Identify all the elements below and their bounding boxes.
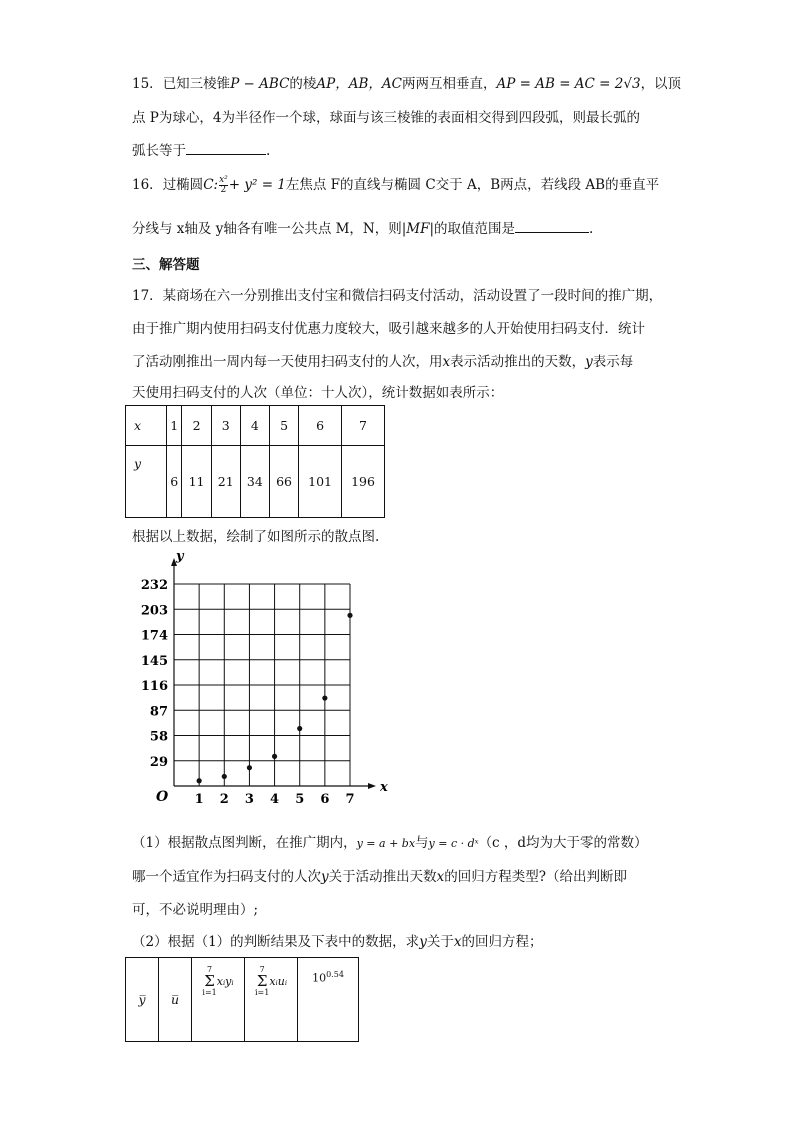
answer-blank[interactable] bbox=[515, 220, 589, 233]
table-header-x: x bbox=[126, 406, 167, 446]
sum-lower: i=1 bbox=[202, 988, 217, 997]
q15-text: 已知三棱锥 bbox=[162, 76, 231, 92]
q16-text: 分线与 x轴及 y轴各有唯一公共点 M，N，则 bbox=[132, 221, 402, 237]
y-tick-label: 58 bbox=[149, 729, 168, 745]
sum-upper: 7 bbox=[259, 965, 265, 974]
sum-xy-cell bbox=[192, 958, 245, 1042]
q17-text: 的回归方程类型?（给出判断即 bbox=[444, 869, 628, 885]
x-tick-label: 5 bbox=[295, 792, 305, 807]
data-point bbox=[322, 695, 327, 700]
sum-xu-cell bbox=[245, 958, 298, 1042]
sigma-glyph: Σ bbox=[204, 972, 215, 990]
fraction-numerator: x² bbox=[219, 175, 228, 185]
q16-fraction bbox=[219, 176, 228, 195]
data-point bbox=[272, 754, 277, 759]
table-cell: 4 bbox=[240, 406, 269, 446]
table-cell: 21 bbox=[211, 446, 240, 518]
var-x: x bbox=[436, 869, 445, 885]
table-cell: 11 bbox=[182, 446, 211, 518]
q16-text: 过椭圆 bbox=[162, 177, 204, 193]
q15-text: 的棱 bbox=[289, 76, 317, 92]
origin-label: O bbox=[156, 789, 169, 805]
q15-text: . bbox=[266, 143, 271, 159]
q17-part1-line2 bbox=[132, 868, 627, 886]
power-cell bbox=[298, 958, 359, 1042]
sigma-glyph: Σ bbox=[256, 972, 268, 990]
x-tick-label: 7 bbox=[345, 792, 355, 807]
x-tick-label: 4 bbox=[270, 792, 280, 807]
sum-expression: xᵢyᵢ bbox=[216, 975, 234, 988]
table-cell: 1 bbox=[167, 406, 182, 446]
q17-text: 关于活动推出天数 bbox=[328, 869, 437, 885]
sum-expression: xᵢuᵢ bbox=[269, 975, 288, 988]
table-cell: 5 bbox=[269, 406, 298, 446]
y-axis-label: y bbox=[176, 550, 184, 564]
q17-line3 bbox=[132, 353, 633, 371]
q17-text: 关于 bbox=[426, 934, 454, 950]
fraction-denominator: 2 bbox=[220, 185, 227, 195]
table-row-x bbox=[126, 406, 385, 446]
scatter-caption: 根据以上数据，绘制了如图所示的散点图. bbox=[132, 529, 380, 545]
data-point bbox=[297, 726, 302, 731]
stats-table bbox=[125, 957, 359, 1042]
table-cell: 3 bbox=[211, 406, 240, 446]
u-bar-cell: u̅ bbox=[159, 958, 192, 1042]
y-tick-label: 203 bbox=[140, 603, 168, 619]
q15-line2: 点 P为球心，4为半径作一个球，球面与该三棱锥的表面相交得到四段弧，则最长弧的 bbox=[132, 110, 640, 126]
sum-lower: i=1 bbox=[254, 988, 270, 997]
table-cell: 2 bbox=[182, 406, 211, 446]
section-heading: 三、解答题 bbox=[132, 257, 200, 273]
y-tick-label: 232 bbox=[140, 578, 168, 593]
table-cell: 66 bbox=[269, 446, 298, 518]
data-table bbox=[125, 405, 385, 518]
q16-line2 bbox=[132, 220, 593, 238]
table-cell: 34 bbox=[240, 446, 269, 518]
table-cell: 101 bbox=[299, 446, 342, 518]
q16-equation: + y² = 1 bbox=[228, 177, 286, 193]
q17-part1-line1 bbox=[132, 834, 648, 853]
power-exponent: 0.54 bbox=[326, 970, 344, 979]
q17-text: 表示每 bbox=[592, 354, 634, 370]
data-point bbox=[247, 765, 252, 770]
q17-text: （c ，d均为大于零的常数） bbox=[478, 835, 648, 851]
y-bar-cell: y̅ bbox=[126, 958, 159, 1042]
table-cell: 6 bbox=[167, 446, 182, 518]
var-y: y bbox=[321, 869, 329, 885]
stats-row bbox=[126, 958, 359, 1042]
q15-text: ，以顶 bbox=[640, 76, 682, 92]
y-tick-label: 29 bbox=[149, 754, 168, 770]
scatter-plot bbox=[140, 550, 390, 810]
q17-text: 与 bbox=[415, 835, 429, 851]
x-tick-label: 3 bbox=[244, 792, 254, 807]
x-axis-label: x bbox=[380, 780, 388, 795]
q17-part1-line3: 可，不必说明理由）; bbox=[132, 902, 259, 918]
model-exponential: y = c · dˣ bbox=[428, 837, 479, 850]
q15-text: 弧长等于 bbox=[132, 143, 186, 159]
q17-text: 的回归方程； bbox=[461, 934, 543, 950]
sum-symbol bbox=[255, 966, 269, 997]
q16-ellipse-label: C: bbox=[203, 177, 219, 193]
q15-equation: AP = AB = AC = 2√3 bbox=[496, 76, 641, 92]
table-row-y bbox=[126, 446, 385, 518]
q16-text: 左焦点 F的直线与椭圆 C交于 A，B两点，若线段 AB的垂直平 bbox=[285, 177, 660, 193]
q17-text: 了活动刚推出一周内每一天使用扫码支付的人次，用 bbox=[132, 354, 443, 370]
q16-text: 的取值范围是 bbox=[434, 221, 516, 237]
q15-edges: AP，AB，AC bbox=[316, 76, 403, 92]
y-tick-label: 174 bbox=[140, 628, 168, 644]
data-point bbox=[222, 774, 227, 779]
q16-text: . bbox=[589, 221, 594, 237]
q15-line3 bbox=[132, 142, 270, 160]
sum-upper: 7 bbox=[207, 965, 213, 974]
q17-text: 表示活动推出的天数， bbox=[450, 354, 586, 370]
answer-blank[interactable] bbox=[186, 142, 266, 155]
var-y: y bbox=[585, 354, 593, 370]
model-linear: y = a + bx bbox=[356, 837, 416, 850]
x-tick-label: 2 bbox=[219, 792, 229, 807]
data-point bbox=[197, 778, 202, 783]
table-header-y: y bbox=[126, 446, 167, 518]
q17-line1: 17．某商场在六一分别推出支付宝和微信扫码支付活动，活动设置了一段时间的推广期， bbox=[132, 288, 663, 304]
power-base: 10 bbox=[312, 971, 327, 985]
q16-mf: |MF| bbox=[401, 221, 435, 237]
y-tick-label: 116 bbox=[140, 679, 168, 694]
q17-text: （1）根据散点图判断，在推广期内， bbox=[132, 835, 357, 851]
scatter-svg bbox=[140, 550, 390, 810]
var-x: x bbox=[453, 934, 462, 950]
q15-pyramid: P − ABC bbox=[230, 76, 290, 92]
data-point bbox=[347, 613, 352, 618]
table-cell: 6 bbox=[299, 406, 342, 446]
y-tick-label: 145 bbox=[140, 653, 168, 669]
q17-line2: 由于推广期内使用扫码支付优惠力度较大，吸引越来越多的人开始使用扫码支付．统计 bbox=[132, 321, 645, 337]
q16-line1 bbox=[132, 176, 659, 195]
q15-text: 两两互相垂直， bbox=[402, 76, 497, 92]
q15-line1 bbox=[132, 75, 681, 93]
table-cell: 196 bbox=[342, 446, 385, 518]
table-cell: 7 bbox=[342, 406, 385, 446]
q17-part2-line1 bbox=[132, 933, 542, 951]
y-tick-label: 87 bbox=[149, 704, 168, 720]
sum-symbol bbox=[202, 966, 216, 997]
x-tick-label: 1 bbox=[194, 792, 204, 807]
x-tick-label: 6 bbox=[320, 792, 330, 807]
var-y: y bbox=[419, 934, 427, 950]
q15-number: 15． bbox=[132, 76, 163, 92]
x-axis-arrow-icon bbox=[368, 783, 376, 789]
var-x: x bbox=[442, 354, 451, 370]
q16-number: 16． bbox=[132, 177, 163, 193]
q17-text: 哪一个适宜作为扫码支付的人次 bbox=[132, 869, 321, 885]
q17-text: （2）根据（1）的判断结果及下表中的数据，求 bbox=[132, 934, 420, 950]
q17-line4: 天使用扫码支付的人次（单位：十人次），统计数据如表所示： bbox=[132, 385, 504, 401]
